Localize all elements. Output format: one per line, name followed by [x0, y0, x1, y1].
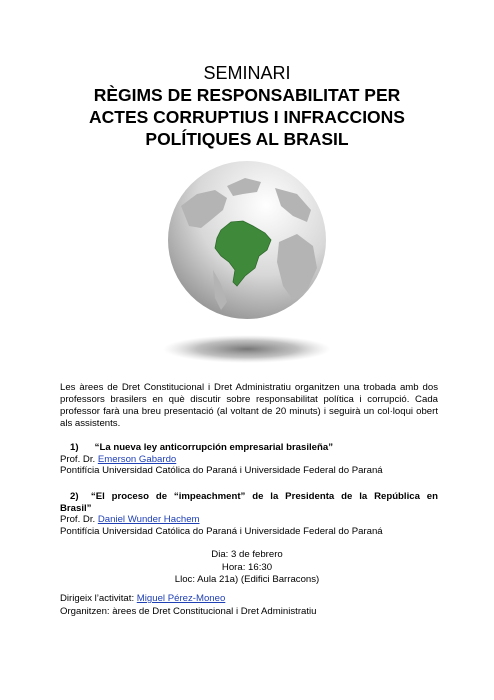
talk-2-professor — [60, 514, 438, 526]
organizers-line: Organitzen: àrees de Dret Constitucional i Dret Administratiu — [60, 605, 317, 617]
intro-paragraph — [60, 382, 438, 430]
talk-1-heading — [60, 442, 440, 454]
event-details — [60, 549, 434, 587]
talk-2-prof-link[interactable]: Daniel Wunder Hachem — [97, 514, 200, 525]
talk-2-title-line-1: “El proceso de “impeachment” de la Presidenta de la República en — [90, 491, 438, 502]
talk-2-title-line-2: Brasil” — [60, 502, 92, 514]
title-kicker: SEMINARI — [203, 63, 291, 83]
talk-1-prof-prefix: Prof. Dr. — [60, 453, 98, 465]
talk-2-prof-prefix: Prof. Dr. — [60, 514, 98, 525]
director-link[interactable]: Miguel Pérez-Moneo — [136, 593, 226, 604]
event-date: Dia: 3 de febrero — [211, 549, 283, 560]
globe-brazil-image — [157, 150, 337, 370]
director-line — [60, 593, 440, 606]
talk-1-title: “La nueva ley anticorrupción empresarial brasileña” — [94, 442, 334, 453]
director-prefix: Dirigeix l’activitat: — [60, 593, 137, 604]
title-line-3: POLÍTIQUES AL BRASIL — [145, 129, 349, 149]
talk-1-affiliation: Pontifícia Universidad Católica do Paraná i Universidade Federal do Paraná — [60, 465, 383, 476]
talk-1-professor — [60, 454, 440, 466]
talk-2-number: 2) — [70, 491, 79, 502]
talk-1 — [60, 442, 440, 477]
event-time: Hora: 16:30 — [221, 561, 273, 573]
title-line-1: RÈGIMS DE RESPONSABILITAT PER — [93, 85, 401, 105]
title-line-2: ACTES CORRUPTIUS I INFRACCIONS — [89, 107, 405, 127]
talk-1-number: 1) — [70, 442, 79, 453]
talk-2 — [60, 491, 438, 537]
talk-2-affiliation: Pontifícia Universidad Católica do Paraná i Universidade Federal do Paraná — [60, 525, 383, 537]
talk-2-heading-line-1 — [60, 491, 438, 503]
footer — [60, 593, 440, 618]
intro-text: Les àrees de Dret Constitucional i Dret Administratiu organitzen una trobada amb dos professors brasilers en què discutir sobre responsabilitat política i corrupció. Cada professor farà una breu presentació (al voltant de 20 minuts) i seguirà un col·loqui obert als assistents. — [60, 382, 438, 429]
talk-1-prof-link[interactable]: Emerson Gabardo — [97, 453, 177, 465]
event-place: Lloc: Aula 21a) (Edifici Barracons) — [174, 574, 320, 585]
title-block — [40, 62, 454, 150]
